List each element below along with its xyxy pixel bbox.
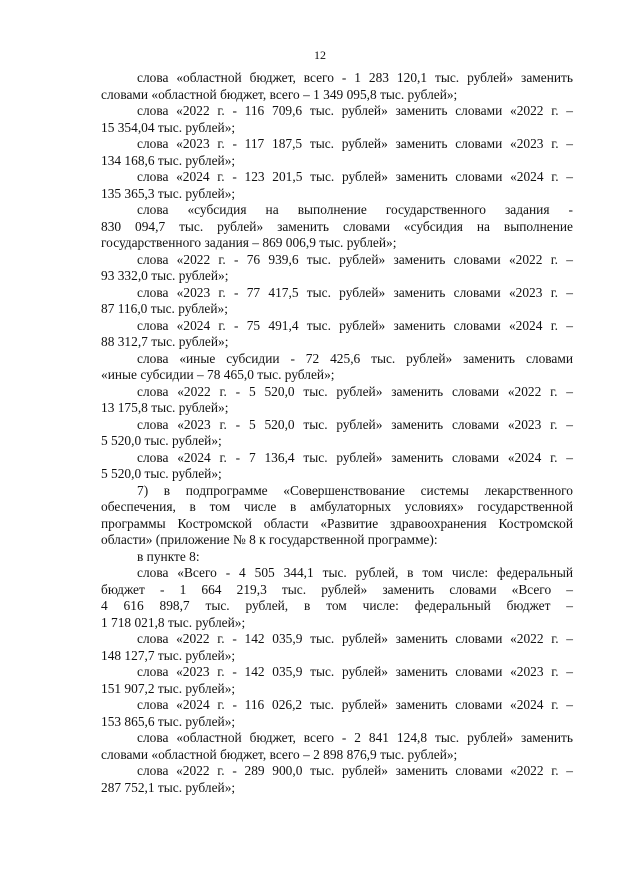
text-line: 93 332,0 тыс. рублей»; xyxy=(101,268,229,283)
text-line: слова «2024 г. - 123 201,5 тыс. рублей» заменить словами «2024 г. – xyxy=(137,169,573,184)
text-line: слова «2022 г. - 76 939,6 тыс. рублей» заменить словами «2022 г. – xyxy=(137,251,573,267)
text-line: слова «областной бюджет, всего - 1 283 120,1 тыс. рублей» заменить xyxy=(137,70,573,85)
text-line: 87 116,0 тыс. рублей»; xyxy=(101,301,228,316)
document-body xyxy=(101,70,573,796)
text-line: слова «2022 г. - 5 520,0 тыс. рублей» заменить словами «2022 г. – xyxy=(137,383,573,399)
text-line: бюджет - 1 664 219,3 тыс. рублей» заменить словами «Всего – xyxy=(101,581,573,597)
text-line: слова «субсидия на выполнение государственного задания - xyxy=(137,202,573,217)
text-line: 148 127,7 тыс. рублей»; xyxy=(101,647,236,663)
text-line: 151 907,2 тыс. рублей»; xyxy=(101,680,236,696)
text-line: словами «областной бюджет, всего – 2 898 876,9 тыс. рублей»; xyxy=(101,746,458,762)
text-line: слова «2024 г. - 7 136,4 тыс. рублей» заменить словами «2024 г. – xyxy=(137,449,573,465)
text-line: словами «областной бюджет, всего – 1 349 095,8 тыс. рублей»; xyxy=(101,86,458,102)
text-line: слова «2024 г. - 116 026,2 тыс. рублей» заменить словами «2024 г. – xyxy=(137,697,573,712)
text-line: 4 616 898,7 тыс. рублей, в том числе: федеральный бюджет – xyxy=(101,598,573,613)
text-line: 7) в подпрограмме «Совершенствование системы лекарственного xyxy=(137,482,573,498)
text-line: 88 312,7 тыс. рублей»; xyxy=(101,334,229,349)
text-line: 153 865,6 тыс. рублей»; xyxy=(101,713,236,729)
text-line: слова «2023 г. - 5 520,0 тыс. рублей» заменить словами «2023 г. – xyxy=(137,416,573,432)
page-number: 12 xyxy=(314,48,326,62)
text-line: слова «2023 г. - 77 417,5 тыс. рублей» заменить словами «2023 г. – xyxy=(137,284,573,300)
text-line: 5 520,0 тыс. рублей»; xyxy=(101,466,222,481)
text-line: 15 354,04 тыс. рублей»; xyxy=(101,119,236,135)
text-line: обеспечения, в том числе в амбулаторных условиях» государственной xyxy=(101,499,573,514)
text-line: 13 175,8 тыс. рублей»; xyxy=(101,400,229,415)
text-line: 830 094,7 тыс. рублей» заменить словами «субсидия на выполнение xyxy=(101,218,573,234)
text-line: государственного задания – 869 006,9 тыс. рублей»; xyxy=(101,235,397,250)
text-line: «иные субсидии – 78 465,0 тыс. рублей»; xyxy=(101,367,335,382)
text-line: слова «2022 г. - 116 709,6 тыс. рублей» заменить словами «2022 г. – xyxy=(137,103,573,118)
text-line: слова «2022 г. - 142 035,9 тыс. рублей» заменить словами «2022 г. – xyxy=(137,631,573,646)
text-line: 134 168,6 тыс. рублей»; xyxy=(101,152,236,168)
text-line: слова «иные субсидии - 72 425,6 тыс. рублей» заменить словами xyxy=(137,350,573,366)
text-line: слова «2023 г. - 142 035,9 тыс. рублей» заменить словами «2023 г. – xyxy=(137,664,573,679)
text-line: 5 520,0 тыс. рублей»; xyxy=(101,433,222,448)
text-line: слова «2023 г. - 117 187,5 тыс. рублей» заменить словами «2023 г. – xyxy=(137,136,573,151)
text-line: слова «2024 г. - 75 491,4 тыс. рублей» заменить словами «2024 г. – xyxy=(137,317,573,333)
text-line: 1 718 021,8 тыс. рублей»; xyxy=(101,614,246,630)
text-line: слова «2022 г. - 289 900,0 тыс. рублей» заменить словами «2022 г. – xyxy=(137,763,573,778)
text-line: в пункте 8: xyxy=(137,548,200,564)
text-line: программы Костромской области «Развитие здравоохранения Костромской xyxy=(101,515,573,531)
text-line: слова «областной бюджет, всего - 2 841 124,8 тыс. рублей» заменить xyxy=(137,730,573,745)
text-line: 135 365,3 тыс. рублей»; xyxy=(101,185,236,201)
text-line: слова «Всего - 4 505 344,1 тыс. рублей, в том числе: федеральный xyxy=(137,565,573,580)
text-line: области» (приложение № 8 к государственной программе): xyxy=(101,532,438,547)
text-line: 287 752,1 тыс. рублей»; xyxy=(101,779,236,795)
